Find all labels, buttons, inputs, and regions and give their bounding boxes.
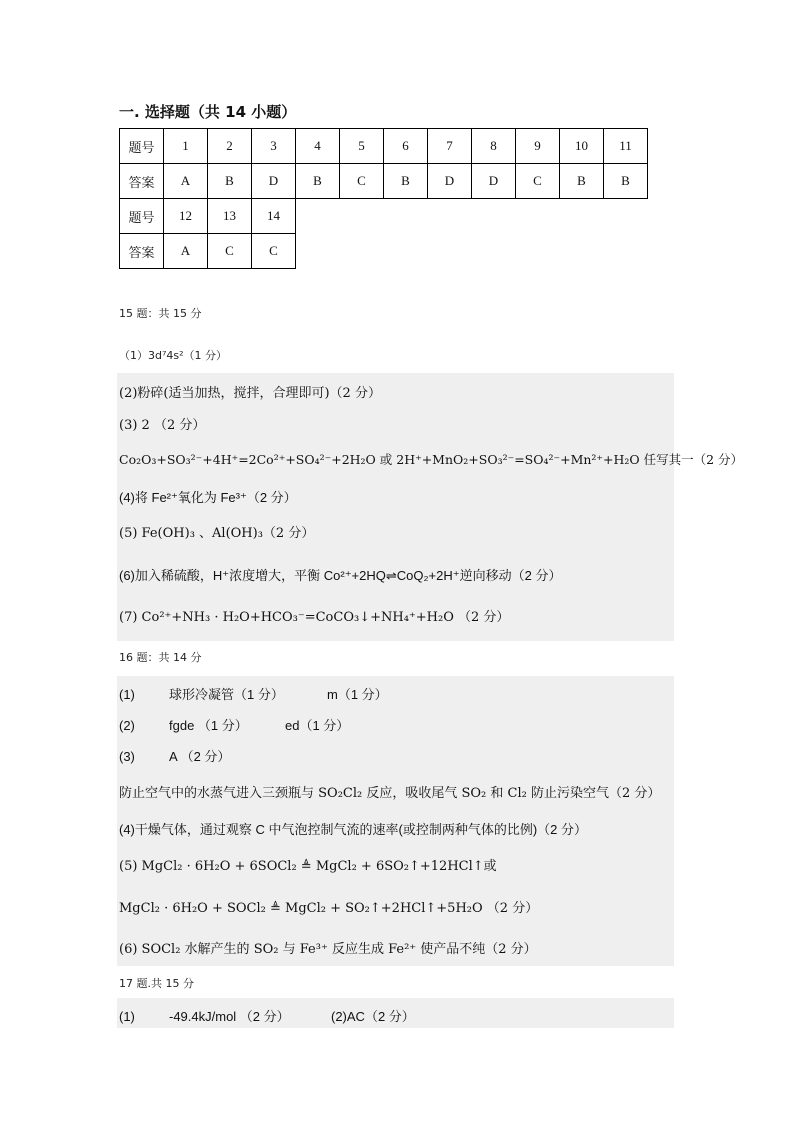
q16-part2-answer-b: ed（1 分） <box>285 718 350 733</box>
table-cell: 14 <box>252 199 296 234</box>
q16-part3-detail: 防止空气中的水蒸气进入三颈瓶与 SO₂Cl₂ 反应，吸收尾气 SO₂ 和 Cl₂ 防止污染空气（2 分） <box>119 786 661 801</box>
q16-part4: (4)干燥气体，通过观察 C 中气泡控制气流的速率(或控制两种气体的比例)（2 分） <box>119 822 588 837</box>
q16-part3-answer-a: A （2 分） <box>169 749 231 764</box>
table-header-cell: 题号 <box>120 199 164 234</box>
table-cell: B <box>208 164 252 199</box>
table-cell: 11 <box>604 129 648 164</box>
table-cell: 7 <box>428 129 472 164</box>
table-cell: A <box>164 164 208 199</box>
table-cell: C <box>340 164 384 199</box>
table-cell: C <box>516 164 560 199</box>
table-cell: 2 <box>208 129 252 164</box>
table-row <box>120 199 648 234</box>
table-row <box>120 164 648 199</box>
q16-part1-answer-a: 球形冷凝管（1 分） <box>169 687 284 702</box>
q16-part2 <box>119 715 349 734</box>
q17-part1-answer: -49.4kJ/mol （2 分） <box>169 1009 290 1024</box>
table-cell: 5 <box>340 129 384 164</box>
q15-part2: (2)粉碎(适当加热，搅拌，合理即可)（2 分） <box>119 386 381 401</box>
table-cell: D <box>252 164 296 199</box>
table-cell: 1 <box>164 129 208 164</box>
q16-part5-line2: MgCl₂ · 6H₂O + SOCl₂ ≜ MgCl₂ + SO₂↑+2HCl↑+5H₂O （2 分） <box>119 901 539 916</box>
section-title: 一. 选择题（共 14 小题） <box>119 103 297 121</box>
q16-part3-number: (3) <box>119 749 135 764</box>
table-header-cell: 题号 <box>120 129 164 164</box>
answer-table-1 <box>119 128 648 269</box>
q16-part1-number: (1) <box>119 687 135 702</box>
table-cell: 13 <box>208 199 252 234</box>
table-cell: B <box>560 164 604 199</box>
table-cell: C <box>208 234 252 269</box>
table-cell: 12 <box>164 199 208 234</box>
table-cell: B <box>384 164 428 199</box>
table-cell: 4 <box>296 129 340 164</box>
q16-part1-answer-b: m（1 分） <box>327 687 388 702</box>
q16-part2-answer-a: fgde （1 分） <box>169 718 248 733</box>
table-row <box>120 129 648 164</box>
table-cell: 3 <box>252 129 296 164</box>
q15-part5: (5) Fe(OH)₃ 、Al(OH)₃（2 分） <box>119 526 315 541</box>
table-header-cell: 答案 <box>120 234 164 269</box>
q16-part3 <box>119 746 230 765</box>
q17-heading: 17 题.共 15 分 <box>119 977 194 990</box>
q16-part5-line1: (5) MgCl₂ · 6H₂O + 6SOCl₂ ≜ MgCl₂ + 6SO₂↑+12HCl↑或 <box>119 859 497 874</box>
table-cell: 9 <box>516 129 560 164</box>
table-cell: A <box>164 234 208 269</box>
table-header-cell: 答案 <box>120 164 164 199</box>
q16-heading: 16 题：共 14 分 <box>119 651 202 664</box>
table-cell: 8 <box>472 129 516 164</box>
q17-part1 <box>119 1006 415 1025</box>
q15-part3: (3) 2 （2 分） <box>119 418 206 433</box>
table-cell: 10 <box>560 129 604 164</box>
table-cell: B <box>604 164 648 199</box>
q15-part6: (6)加入稀硫酸，H⁺浓度增大，平衡 Co²⁺+2HQ⇌CoQ₂+2H⁺逆向移动（2 分） <box>119 568 562 583</box>
table-cell: D <box>428 164 472 199</box>
q16-part2-number: (2) <box>119 718 135 733</box>
q15-part7: (7) Co²⁺+NH₃ · H₂O+HCO₃⁻=CoCO₃↓+NH₄⁺+H₂O （2 分） <box>119 610 510 625</box>
q17-part1-number: (1) <box>119 1009 135 1024</box>
q16-part1 <box>119 684 388 703</box>
q15-part1: （1）3d⁷4s²（1 分） <box>119 349 228 362</box>
table-cell: B <box>296 164 340 199</box>
q16-part6: (6) SOCl₂ 水解产生的 SO₂ 与 Fe³⁺ 反应生成 Fe²⁺ 使产品不纯（2 分） <box>119 942 537 957</box>
q15-part3-equation: Co₂O₃+SO₃²⁻+4H⁺=2Co²⁺+SO₄²⁻+2H₂O 或 2H⁺+MnO₂+SO₃²⁻=SO₄²⁻+Mn²⁺+H₂O 任写其一（2 分） <box>119 452 744 467</box>
table-row <box>120 234 648 269</box>
q15-heading: 15 题：共 15 分 <box>119 307 202 320</box>
table-cell: D <box>472 164 516 199</box>
table-cell: C <box>252 234 296 269</box>
table-cell: 6 <box>384 129 428 164</box>
q15-part4: (4)将 Fe²⁺氧化为 Fe³⁺（2 分） <box>119 490 297 505</box>
q17-part2-answer: (2)AC（2 分） <box>331 1009 415 1024</box>
